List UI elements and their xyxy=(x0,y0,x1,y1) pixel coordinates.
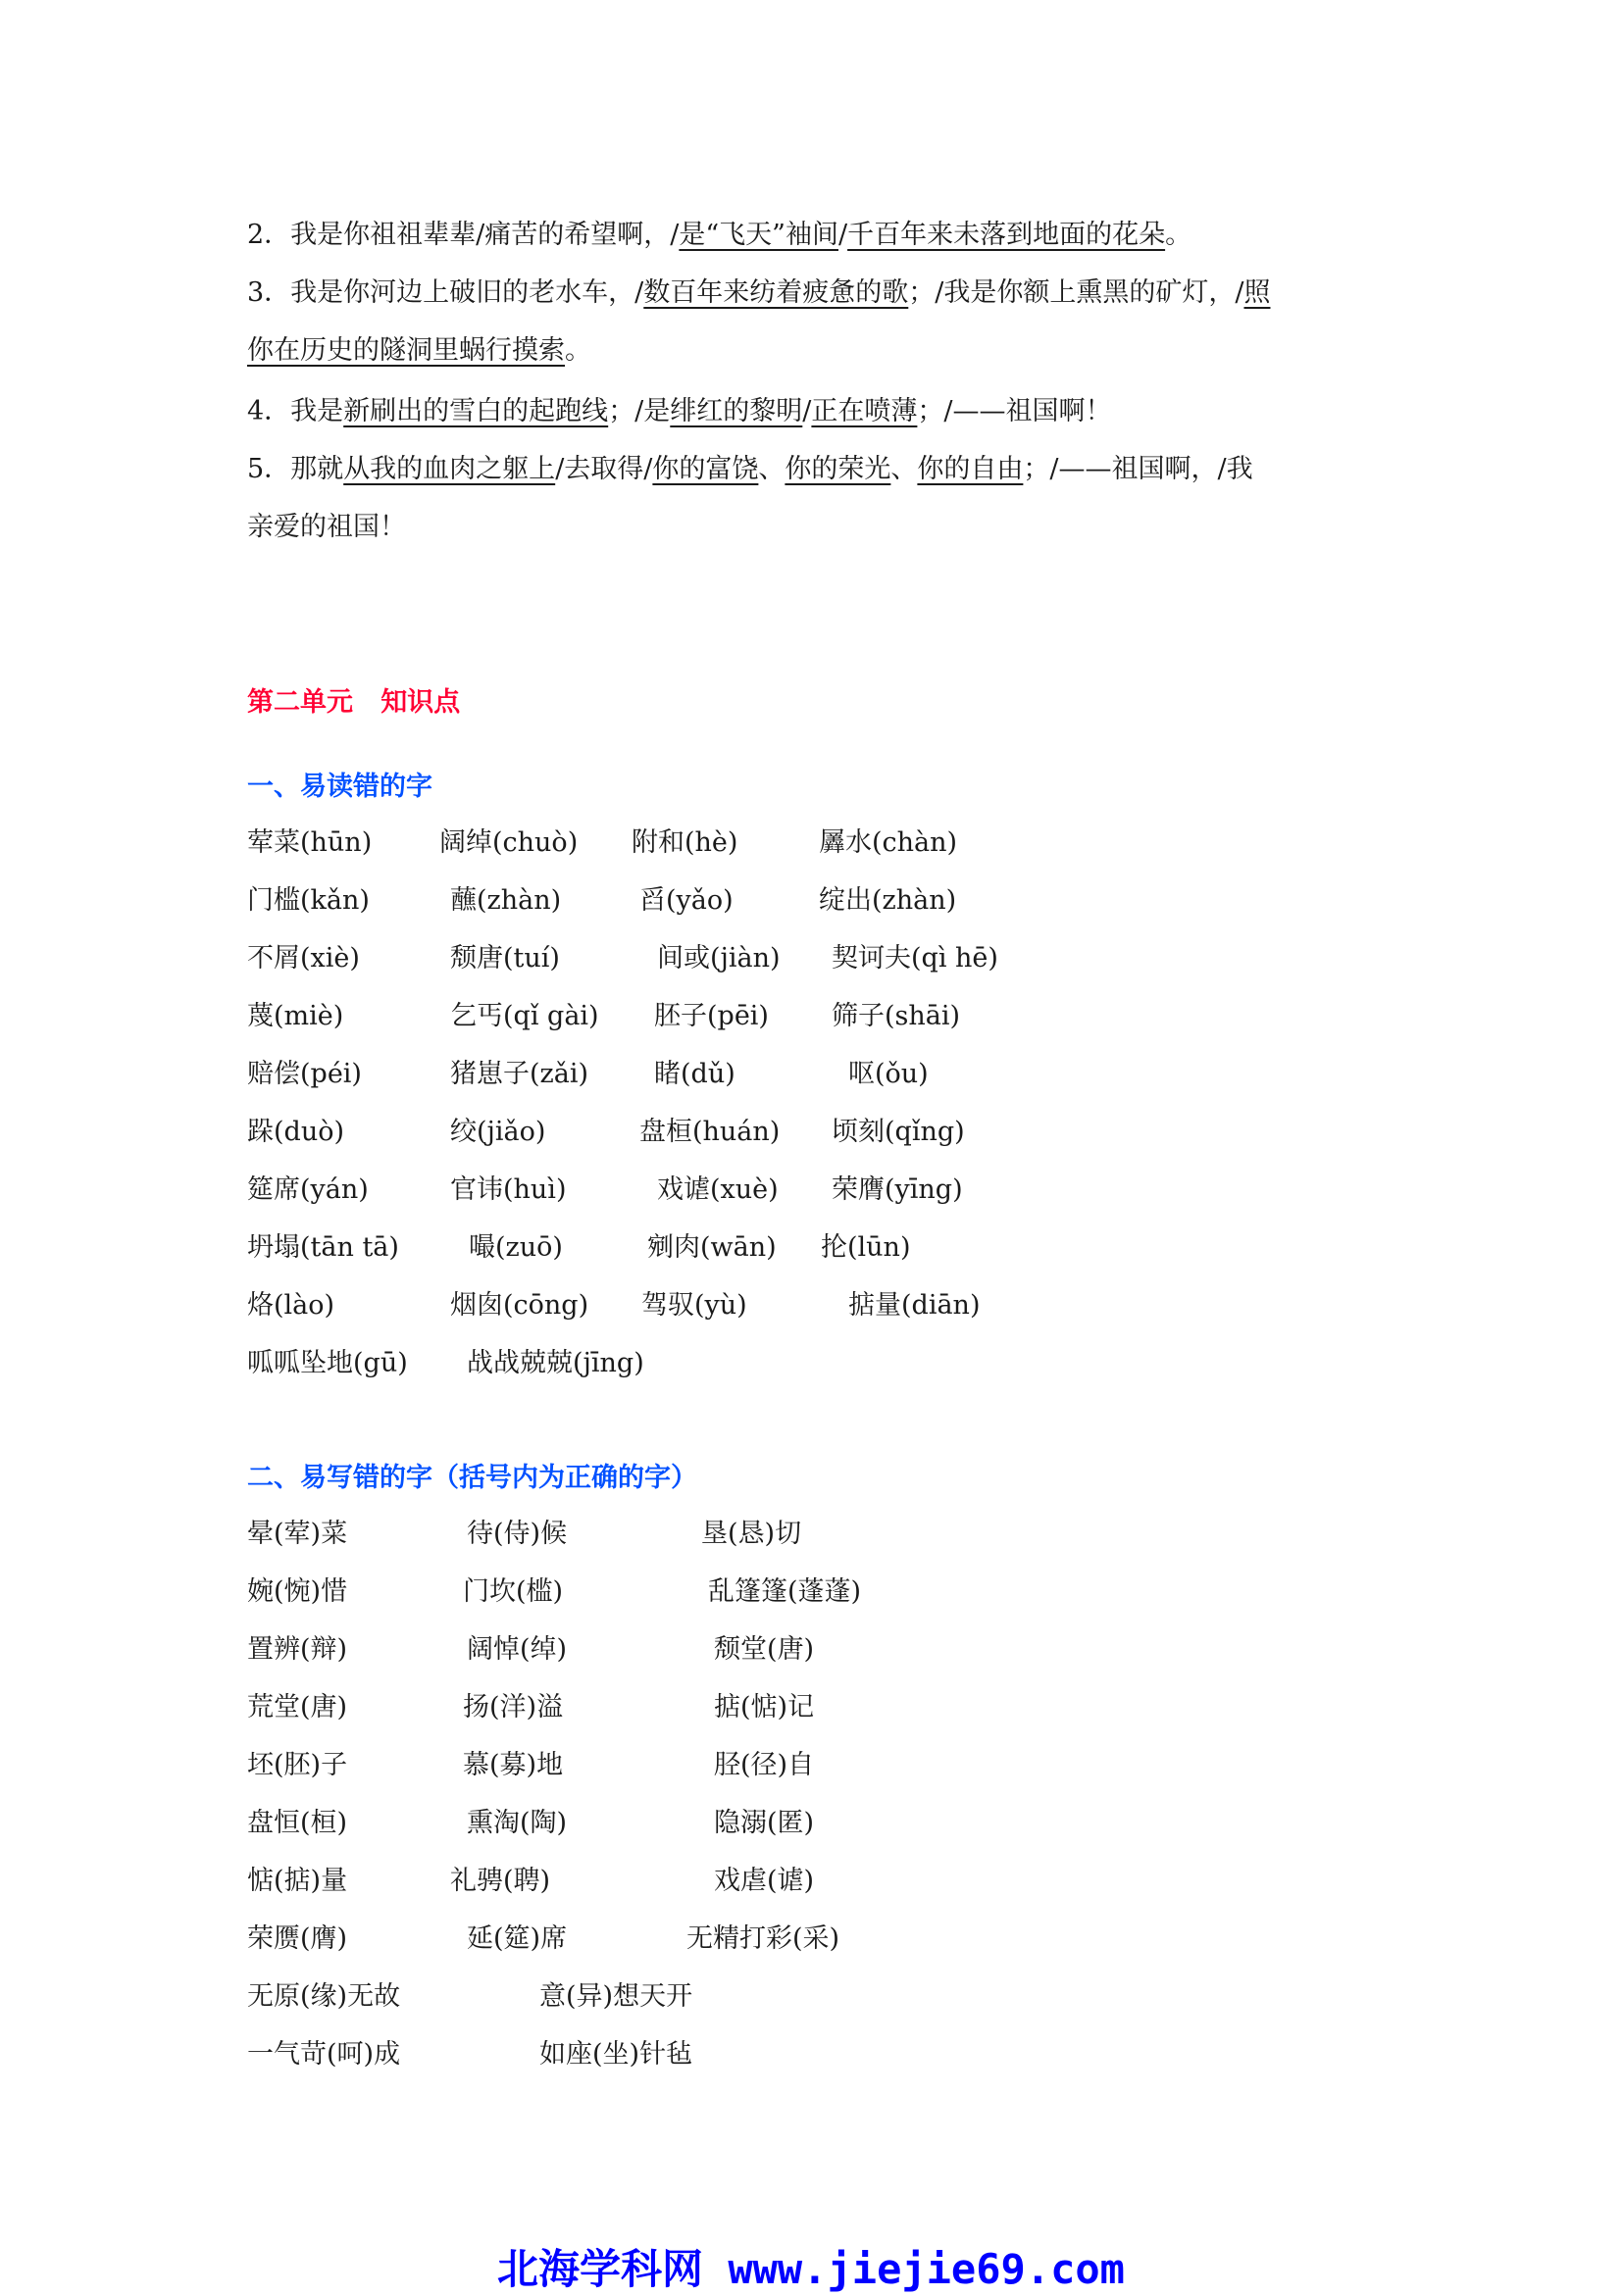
pronunciation-entry: 荤菜(hūn) xyxy=(247,827,373,858)
poem-text: /去取得/ xyxy=(555,454,653,484)
pronunciation-entry: 战战兢兢(jīng) xyxy=(467,1348,644,1378)
pronunciation-entry: 赔偿(péi) xyxy=(247,1059,362,1089)
pronunciation-entry: 契诃夫(qì hē) xyxy=(832,943,998,973)
pronunciation-entry: 不屑(xiè) xyxy=(247,943,360,973)
pronunciation-entry: 戏谑(xuè) xyxy=(657,1174,779,1205)
underlined-phrase: 你在历史的隧洞里蜗行摸索 xyxy=(247,335,565,366)
spelling-entry: 胫(径)自 xyxy=(714,1750,815,1780)
spelling-entry: 熏淘(陶) xyxy=(467,1808,568,1838)
poem-text: 亲爱的祖国！ xyxy=(247,512,406,542)
poem-text: 5．那就 xyxy=(247,454,344,484)
section2-heading: 二、易写错的字（括号内为正确的字） xyxy=(247,1463,697,1493)
spelling-entry: 掂(惦)记 xyxy=(714,1692,815,1722)
spelling-entry: 荒堂(唐) xyxy=(247,1692,348,1722)
poem-line xyxy=(247,392,1112,431)
poem-text: 4．我是 xyxy=(247,396,344,426)
poem-text: ；/是 xyxy=(608,396,671,426)
footer-watermark xyxy=(0,2237,1622,2296)
pronunciation-entry: 坍塌(tān tā) xyxy=(247,1232,399,1263)
pronunciation-entry: 阔绰(chuò) xyxy=(439,827,579,858)
spelling-entry: 坯(胚)子 xyxy=(247,1750,348,1780)
poem-line xyxy=(247,274,1270,313)
poem-text: / xyxy=(802,396,812,426)
spelling-entry: 如座(坐)针毡 xyxy=(539,2039,693,2070)
pronunciation-entry: 猪崽子(zǎi) xyxy=(450,1059,589,1089)
pronunciation-entry: 剜肉(wān) xyxy=(647,1232,777,1263)
poem-text: ；/——祖国啊！ xyxy=(917,396,1112,426)
spelling-entry: 阔悼(绰) xyxy=(467,1634,568,1665)
underlined-phrase: 你的自由 xyxy=(917,454,1024,484)
pronunciation-entry: 盘桓(huán) xyxy=(639,1117,781,1147)
pronunciation-entry: 驾驭(yù) xyxy=(641,1290,747,1321)
underlined-phrase: 是“飞天”袖间 xyxy=(679,220,838,250)
pronunciation-entry: 荣膺(yīng) xyxy=(832,1174,963,1205)
underlined-phrase: 绯红的黎明 xyxy=(670,396,803,426)
spelling-entry: 慕(募)地 xyxy=(463,1750,564,1780)
pronunciation-entry: 跺(duò) xyxy=(247,1117,344,1147)
underlined-phrase: 你的荣光 xyxy=(785,454,891,484)
spelling-entry: 无精打彩(采) xyxy=(686,1923,840,1954)
underlined-phrase: 新刷出的雪白的起跑线 xyxy=(343,396,609,426)
poem-text: 、 xyxy=(890,454,918,484)
footer-url: www.jiejie69.com xyxy=(728,2245,1125,2293)
spelling-entry: 扬(洋)溢 xyxy=(463,1692,564,1722)
poem-text: 3．我是你河边上破旧的老水车，/ xyxy=(247,277,644,308)
poem-text: / xyxy=(837,220,848,250)
pronunciation-entry: 筛子(shāi) xyxy=(832,1001,961,1031)
pronunciation-entry: 睹(dǔ) xyxy=(654,1059,735,1089)
spelling-entry: 待(侍)候 xyxy=(467,1519,568,1549)
unit-heading: 第二单元 知识点 xyxy=(247,687,461,718)
spelling-entry: 意(异)想天开 xyxy=(539,1981,693,2012)
spelling-entry: 隐溺(匿) xyxy=(714,1808,815,1838)
pronunciation-entry: 掂量(diān) xyxy=(848,1290,981,1321)
underlined-phrase: 从我的血肉之躯上 xyxy=(343,454,556,484)
pronunciation-entry: 烙(lào) xyxy=(247,1290,335,1321)
underlined-phrase: 千百年来未落到地面的花朵 xyxy=(847,220,1166,250)
pronunciation-entry: 抡(lūn) xyxy=(821,1232,911,1263)
pronunciation-entry: 烟囱(cōng) xyxy=(450,1290,589,1321)
underlined-phrase: 你的富饶 xyxy=(652,454,759,484)
pronunciation-entry: 附和(hè) xyxy=(632,827,738,858)
underlined-phrase: 正在喷薄 xyxy=(811,396,918,426)
spelling-entry: 一气苛(呵)成 xyxy=(247,2039,401,2070)
poem-line xyxy=(247,450,1253,489)
pronunciation-entry: 官讳(huì) xyxy=(450,1174,567,1205)
pronunciation-entry: 舀(yǎo) xyxy=(639,885,734,916)
spelling-entry: 惦(掂)量 xyxy=(247,1866,348,1896)
poem-text: 。 xyxy=(565,335,591,366)
underlined-phrase: 照 xyxy=(1243,277,1271,308)
spelling-entry: 无原(缘)无故 xyxy=(247,1981,401,2012)
pronunciation-entry: 呕(ǒu) xyxy=(848,1059,929,1089)
section1-heading: 一、易读错的字 xyxy=(247,772,432,802)
pronunciation-entry: 蔑(miè) xyxy=(247,1001,344,1031)
underlined-phrase: 数百年来纺着疲惫的歌 xyxy=(643,277,909,308)
spelling-entry: 垦(恳)切 xyxy=(701,1519,802,1549)
spelling-entry: 乱篷篷(蓬蓬) xyxy=(708,1576,862,1607)
pronunciation-entry: 胚子(pēi) xyxy=(654,1001,769,1031)
spelling-entry: 礼骋(聘) xyxy=(450,1866,551,1896)
spelling-entry: 置辨(辩) xyxy=(247,1634,348,1665)
poem-line xyxy=(247,216,1191,255)
pronunciation-entry: 颓唐(tuí) xyxy=(450,943,560,973)
poem-text: ；/——祖国啊，/我 xyxy=(1023,454,1253,484)
pronunciation-entry: 间或(jiàn) xyxy=(657,943,781,973)
poem-text: ；/我是你额上熏黑的矿灯，/ xyxy=(908,277,1244,308)
spelling-entry: 荣赝(膺) xyxy=(247,1923,348,1954)
poem-line xyxy=(247,508,406,547)
poem-line xyxy=(247,331,591,371)
pronunciation-entry: 嘬(zuō) xyxy=(469,1232,563,1263)
pronunciation-entry: 绞(jiǎo) xyxy=(450,1117,546,1147)
pronunciation-entry: 蘸(zhàn) xyxy=(450,885,562,916)
poem-text: 、 xyxy=(758,454,786,484)
spelling-entry: 盘恒(桓) xyxy=(247,1808,348,1838)
spelling-entry: 门坎(槛) xyxy=(463,1576,564,1607)
pronunciation-entry: 乞丐(qǐ gài) xyxy=(450,1001,599,1031)
pronunciation-entry: 羼水(chàn) xyxy=(819,827,958,858)
pronunciation-entry: 顷刻(qǐng) xyxy=(832,1117,965,1147)
pronunciation-entry: 绽出(zhàn) xyxy=(819,885,957,916)
spelling-entry: 婉(惋)惜 xyxy=(247,1576,348,1607)
spelling-entry: 延(筵)席 xyxy=(467,1923,568,1954)
footer-site-name: 北海学科网 xyxy=(497,2245,704,2293)
spelling-entry: 戏虐(谑) xyxy=(714,1866,815,1896)
pronunciation-entry: 呱呱坠地(gū) xyxy=(247,1348,408,1378)
poem-text: 。 xyxy=(1165,220,1192,250)
spelling-entry: 颓堂(唐) xyxy=(714,1634,815,1665)
spelling-entry: 晕(荤)菜 xyxy=(247,1519,348,1549)
pronunciation-entry: 门槛(kǎn) xyxy=(247,885,370,916)
pronunciation-entry: 筵席(yán) xyxy=(247,1174,369,1205)
poem-text: 2．我是你祖祖辈辈/痛苦的希望啊，/ xyxy=(247,220,680,250)
